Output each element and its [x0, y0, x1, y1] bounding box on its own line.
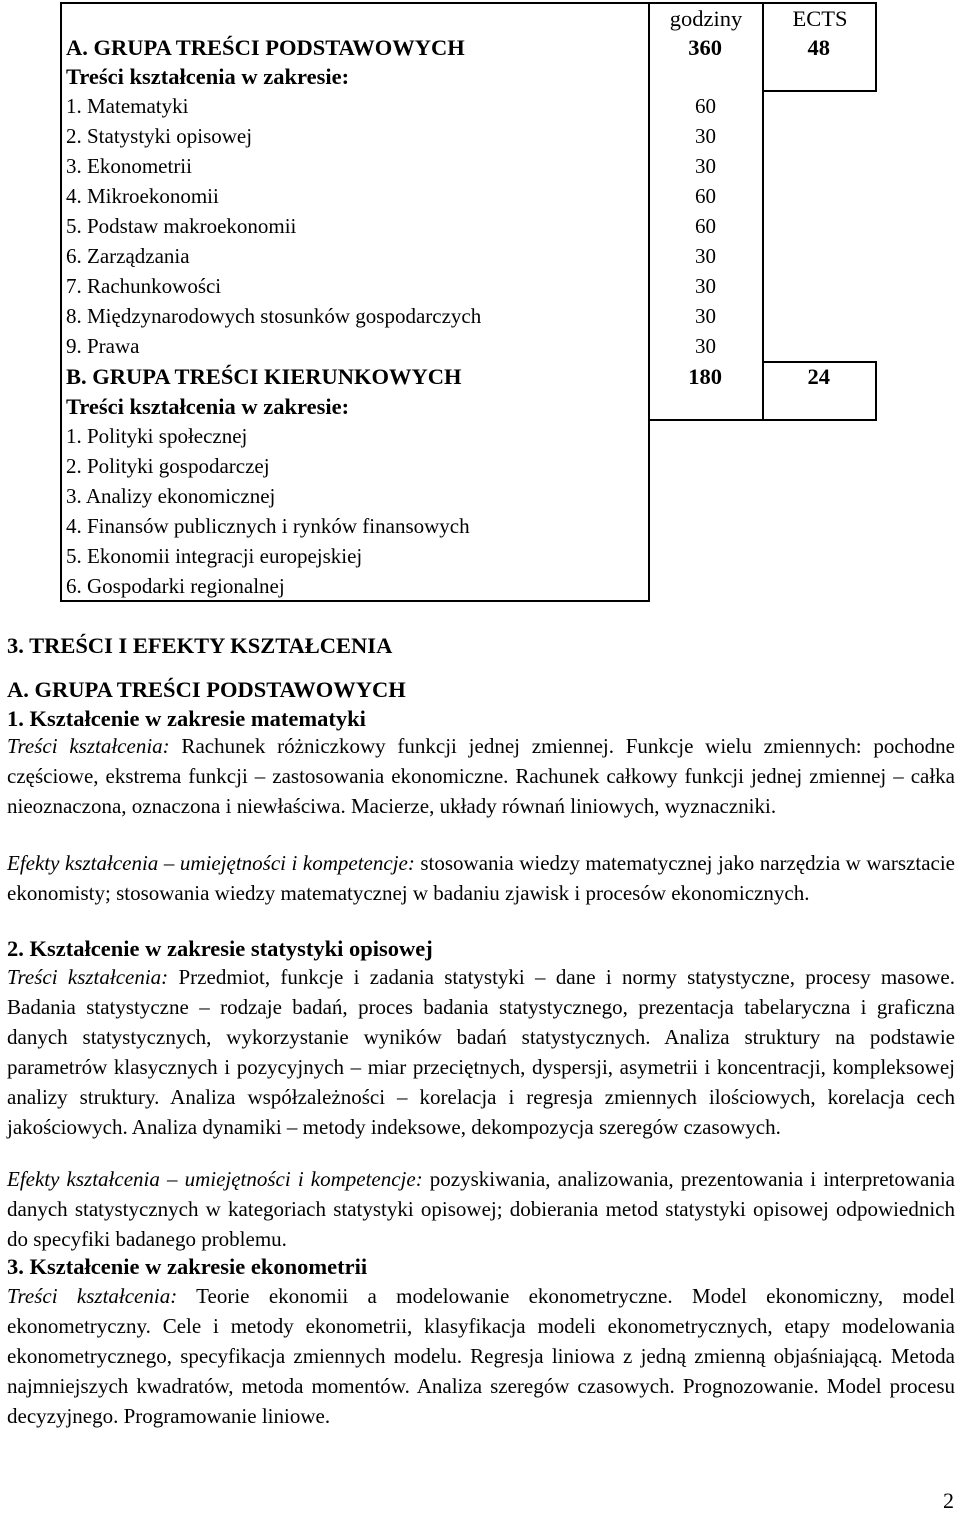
table-row-hours: 60 — [695, 184, 716, 208]
tresci-label: Treści kształcenia: — [7, 965, 169, 989]
table-row-label: 7. Rachunkowości — [66, 274, 222, 298]
tresci-label: Treści kształcenia: — [7, 734, 170, 758]
table-row-hours: 30 — [695, 334, 716, 358]
tresci-label: Treści kształcenia: — [7, 1284, 178, 1308]
group-b-hours: 180 — [688, 364, 722, 389]
group-a-subtitle: Treści kształcenia w zakresie: — [66, 64, 350, 89]
table-row-hours: 30 — [695, 154, 716, 178]
table-row-label: 1. Matematyki — [66, 94, 189, 118]
section-title: 3. TREŚCI I EFEKTY KSZTAŁCENIA — [7, 633, 393, 658]
subsection-heading-math: 1. Kształcenie w zakresie matematyki — [7, 706, 366, 731]
ects-column-header: ECTS — [792, 6, 848, 31]
math-content-paragraph — [7, 731, 955, 821]
econometrics-content-paragraph — [7, 1281, 955, 1431]
table-row-label: 6. Gospodarki regionalnej — [66, 574, 285, 598]
efekty-label: Efekty kształcenia – umiejętności i kompetencje: — [7, 1167, 423, 1191]
group-a-ects: 48 — [807, 35, 830, 60]
page-number: 2 — [943, 1488, 954, 1513]
group-b-ects: 24 — [807, 364, 830, 389]
group-a-hours: 360 — [688, 35, 722, 60]
table-row-label: 3. Analizy ekonomicznej — [66, 484, 276, 508]
efekty-text: pozyskiwania, analizowania, prezentowania i interpretowania danych statystycznych w kategoriach statystyki opisowej; dobierania metod statystyki opisowej odpowiednich do specyfiki badanego problemu. — [7, 1167, 955, 1251]
group-b-title: B. GRUPA TREŚCI KIERUNKOWYCH — [66, 364, 462, 389]
group-title: A. GRUPA TREŚCI PODSTAWOWYCH — [7, 677, 406, 702]
table-row-label: 5. Podstaw makroekonomii — [66, 214, 297, 238]
table-row-label: 5. Ekonomii integracji europejskiej — [66, 544, 363, 568]
efekty-label: Efekty kształcenia – umiejętności i kompetencje: — [7, 851, 415, 875]
table-row-hours: 30 — [695, 304, 716, 328]
hours-column-header: godziny — [669, 6, 743, 31]
table-row-hours: 60 — [695, 214, 716, 238]
table-row-label: 3. Ekonometrii — [66, 154, 192, 178]
table-row-label: 4. Finansów publicznych i rynków finansowych — [66, 514, 470, 538]
table-row-label: 9. Prawa — [66, 334, 140, 358]
table-row-label: 4. Mikroekonomii — [66, 184, 219, 208]
statistics-content-paragraph — [7, 962, 955, 1142]
statistics-effects-paragraph — [7, 1164, 955, 1254]
tresci-text: Teorie ekonomii a modelowanie ekonometryczne. Model ekonomiczny, model ekonometryczny. Cele i metody ekonometrii, klasyfikacja modeli ekonometrycznych, etapy modelowania ekonometrycznego, specyfikacja zmiennych modelu. Regresja liniowa z jedną zmienną objaśniającą. Metoda najmniejszych kwadratów, metoda momentów. Analiza szeregów czasowych. Prognozowanie. Model procesu decyzyjnego. Programowanie liniowe. — [7, 1284, 955, 1428]
table-row-label: 6. Zarządzania — [66, 244, 190, 268]
table-row-hours: 60 — [695, 94, 716, 118]
table-row-label: 1. Polityki społecznej — [66, 424, 248, 448]
subsection-heading-econometrics: 3. Kształcenie w zakresie ekonometrii — [7, 1254, 368, 1279]
subsection-heading-statistics: 2. Kształcenie w zakresie statystyki opisowej — [7, 936, 433, 961]
table-row-label: 2. Polityki gospodarczej — [66, 454, 270, 478]
math-effects-paragraph — [7, 848, 955, 908]
table-row-hours: 30 — [695, 244, 716, 268]
group-b-subtitle: Treści kształcenia w zakresie: — [66, 394, 350, 419]
table-row-label: 2. Statystyki opisowej — [66, 124, 253, 148]
group-a-title: A. GRUPA TREŚCI PODSTAWOWYCH — [66, 35, 465, 60]
tresci-text: Rachunek różniczkowy funkcji jednej zmiennej. Funkcje wielu zmiennych: pochodne częściowe, ekstrema funkcji – zastosowania ekonomiczne. Rachunek całkowy funkcji jednej zmiennej – całka nieoznaczona, oznaczona i niewłaściwa. Macierze, układy równań liniowych, wyznaczniki. — [7, 734, 955, 818]
efekty-text: stosowania wiedzy matematycznej jako narzędzia w warsztacie ekonomisty; stosowania wiedzy matematycznej w badaniu zjawisk i procesów ekonomicznych. — [7, 851, 955, 905]
tresci-text: Przedmiot, funkcje i zadania statystyki – dane i normy statystyczne, procesy masowe. Badania statystyczne – rodzaje badań, proces badania statystycznego, prezentacja tabelaryczna i graficzna danych statystycznych, wykorzystanie wyników badań statystycznych. Analiza struktury na podstawie parametrów klasycznych i pozycyjnych – miar przeciętnych, dyspersji, asymetrii i koncentracji, kompleksowej analizy struktury. Analiza współzależności – korelacja i regresja zmiennych ilościowych, korelacja cech jakościowych. Analiza dynamiki – metody indeksowe, dekompozycja szeregów czasowych. — [7, 965, 955, 1139]
table-row-hours: 30 — [695, 274, 716, 298]
table-row-label: 8. Międzynarodowych stosunków gospodarczych — [66, 304, 482, 328]
table-row-hours: 30 — [695, 124, 716, 148]
